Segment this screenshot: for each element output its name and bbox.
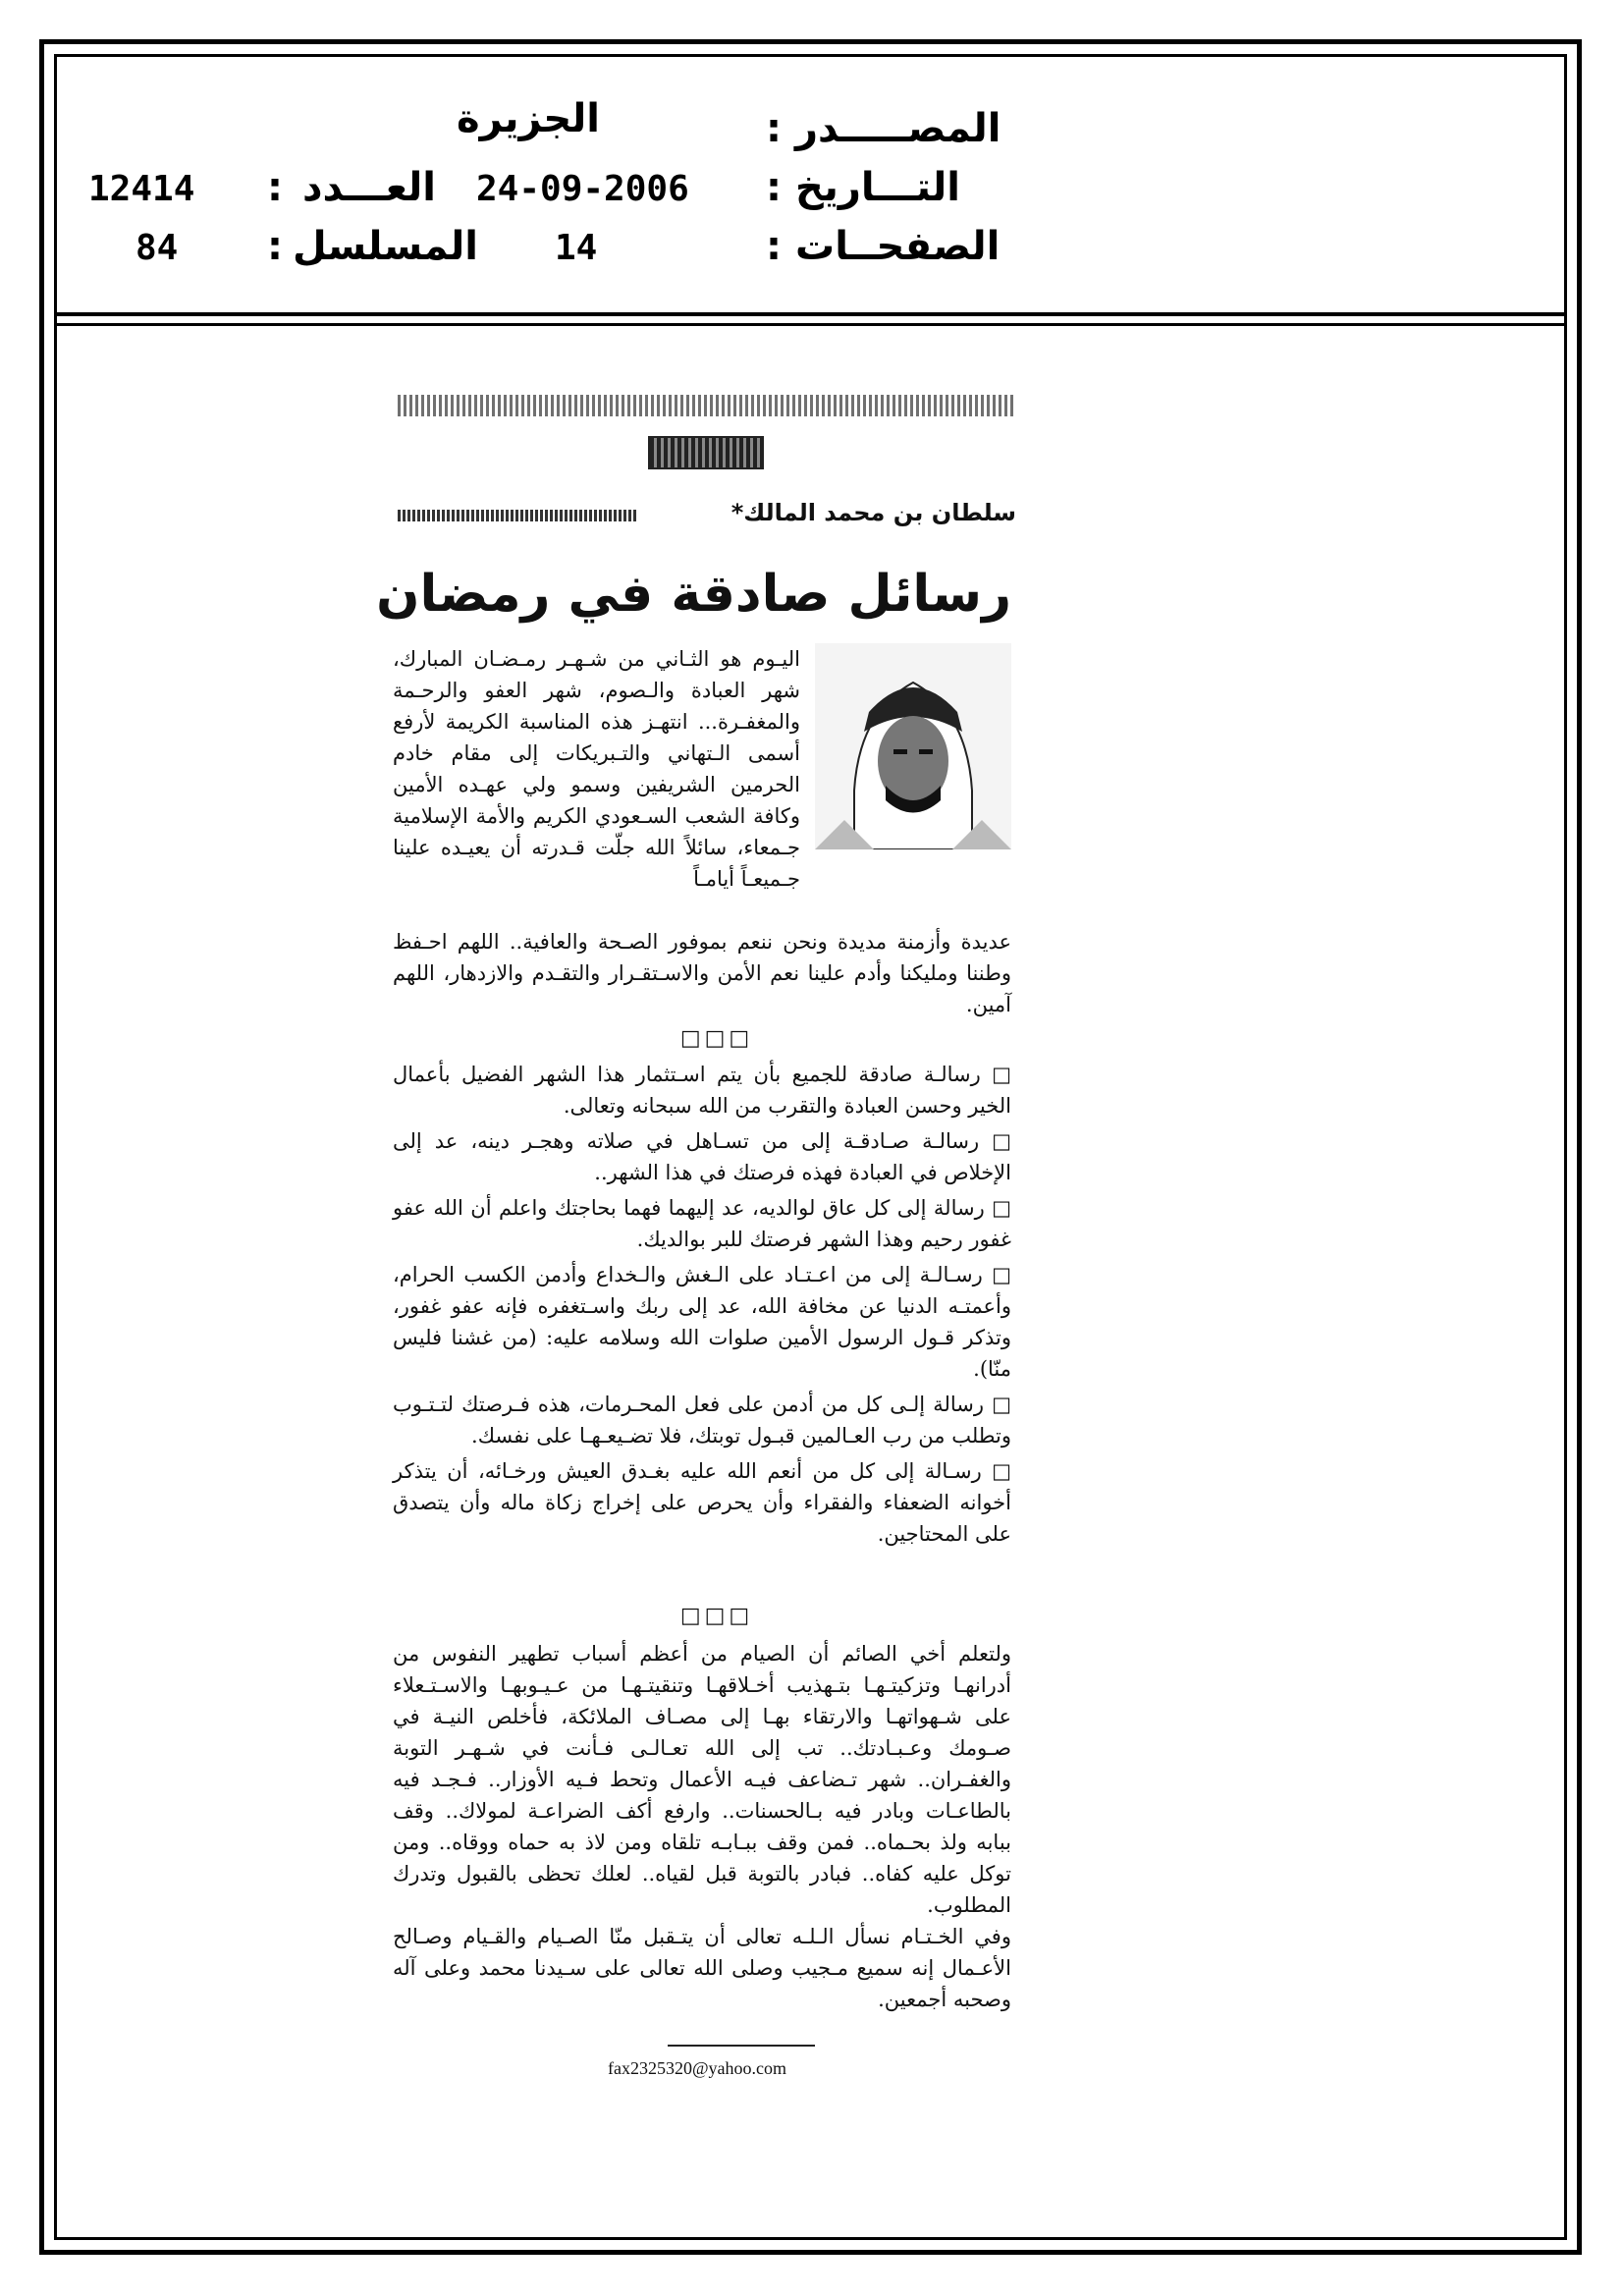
serial-value: 84 [135,228,179,268]
source-colon: : [766,106,782,151]
serial-colon: : [267,224,283,269]
closing-paragraph: ولتعلم أخي الصائم أن الصيام من أعظم أسباب تطهير النفوس من أدرانهـا وتزكيتـهـا بتـهذيب أخـلاقهـا وتنقيتـهـا من عـيـوبهـا والاسـتـعلاء على شـهواتهـا والارتقاء بهـا إلى مصـاف الملائكة، فأخلص النيـة في صـومك وعـبـادتك.. تب إلى الله تعـالـى فـأنت في شـهـر التوبة والغفـران.. شهر تـضاعف فيـه الأعمال وتحط فـيه الأوزار.. فـجـد فيه بالطاعـات وبادر فيه بـالحسنات.. وارفع أكف الضراعـة لمولاك.. وقف ببابه ولذ بحـماه.. فمن وقف ببـابـه تلقاه ومن لاذ به حماه ووقاه.. ومن توكل عليه كفاه.. فبادر بالتوبة قبل لقياه.. لعلك تحظى بالقبول وتدرك المطلوب. [393,1642,1011,1917]
section-separator: □□□ [679,1026,754,1051]
message-item: □ رسالة إلـى كل من أدمن على فعل المحـرمات، هذه فـرصتك لتـتـوب وتطلب من رب العـالمين قبـول توبتك، فلا تضـيعـهـا على نفسك. [393,1393,1011,1448]
header-divider-secondary [54,323,1567,326]
message-item: □ رسـالـة إلى من اعـتـاد على الـغش والـخداع وأدمن الكسب الحرام، وأعمتـه الدنيا عن مخافة الله، عد إلى ربك واسـتغفره فإنه عفو غفور، وتذكر قـول الرسول الأمين صلوات الله وسلامه عليه: (من غشنا فليس منّا). [393,1263,1011,1381]
message-item: □ رسالـة صـادقـة إلى من تسـاهل في صلاته وهجـر دينه، عد إلى الإخلاص في العبادة فهذه فرصتك في هذا الشهر.. [393,1129,1011,1184]
message-item: □ رسـالة إلى كل من أنعم الله عليه بغـدق العيش ورخـائه، أن يتذكر أخوانه الضعفاء والفقراء وأن يحرص على إخراج زكاة ماله وأن يتصدق على المحتاجين. [393,1459,1011,1546]
article-end-rule [668,2045,815,2047]
intro-paragraph: اليـوم هو الثـاني من شـهـر رمـضـان المبارك، شهر العبادة والـصوم، شهر العفو والرحـمة والمغفـرة... انتهـز هذه المناسبة الكريمة لأرفع أسمى الـتهاني والتـبريكات إلى مقام خادم الحرمين الشريفين وسمو ولي عهـده الأمين وكافة الشعب السـعودي الكريم والأمة الإسلامية جـمعاء، سائلاً الله جلّت قـدرته أن يعيـده علينا جـميعـاً أيامـاً [393,647,800,891]
header-divider [54,312,1567,316]
date-value: 24-09-2006 [476,169,689,209]
message-item: □ رسالة إلى كل عاق لوالديه، عد إليهما فهما بحاجتك واعلم أن الله عفو غفور رحيم وهذا الشهر فرصتك للبر بوالديك. [393,1196,1011,1251]
author-photo [815,643,1011,849]
closing-section [393,1638,1011,2015]
source-label: المصـــــدر [795,106,1001,151]
section-separator-second: □□□ [679,1604,754,1628]
source-value: الجزيرة [457,96,600,141]
closing-paragraph: وفي الخـتـام نسأل الـلـه تعالى أن يتـقبل منّا الصـيام والقـيام وصـالح الأعـمال إنه سميع مـجيب وصلى الله تعالى على سـيدنا محمد وعلى آله وصحبه أجمعين. [393,1925,1011,2011]
article-title: رسائل صادقة في رمضان [376,565,1011,624]
date-label: التـــاريخ [795,165,960,210]
serial-label: المسلسل [293,224,478,269]
intro-paragraph-continued: عديدة وأزمنة مديدة ونحن ننعم بموفور الصـحة والعافية.. اللهم احـفظ وطننا ومليكنا وأدم علينا نعم الأمن والاسـتقـرار والتقـدم والازدهار، اللهم آمين. [393,930,1011,1016]
issue-value: 12414 [88,169,195,209]
pages-value: 14 [555,228,598,268]
messages-list [393,1059,1011,1554]
byline-rule [398,510,638,521]
column-top-rule [398,395,1016,416]
date-colon: : [766,165,782,210]
pages-colon: : [766,224,782,269]
column-logo-graphic [648,436,764,469]
issue-colon: : [267,165,283,210]
author-portrait-graphic [815,643,1011,849]
message-item: □ رسالـة صادقة للجميع بأن يتم اسـتثمار هذا الشهر الفضيل بأعمال الخير وحسن العبادة والتقرب من الله سبحانه وتعالى. [393,1063,1011,1118]
author-email: fax2325320@yahoo.com [607,2058,787,2078]
author-byline: سلطان بن محمد المالك* [730,499,1016,526]
pages-label: الصفحــات [795,224,1001,269]
issue-label: العـــدد [302,165,436,210]
